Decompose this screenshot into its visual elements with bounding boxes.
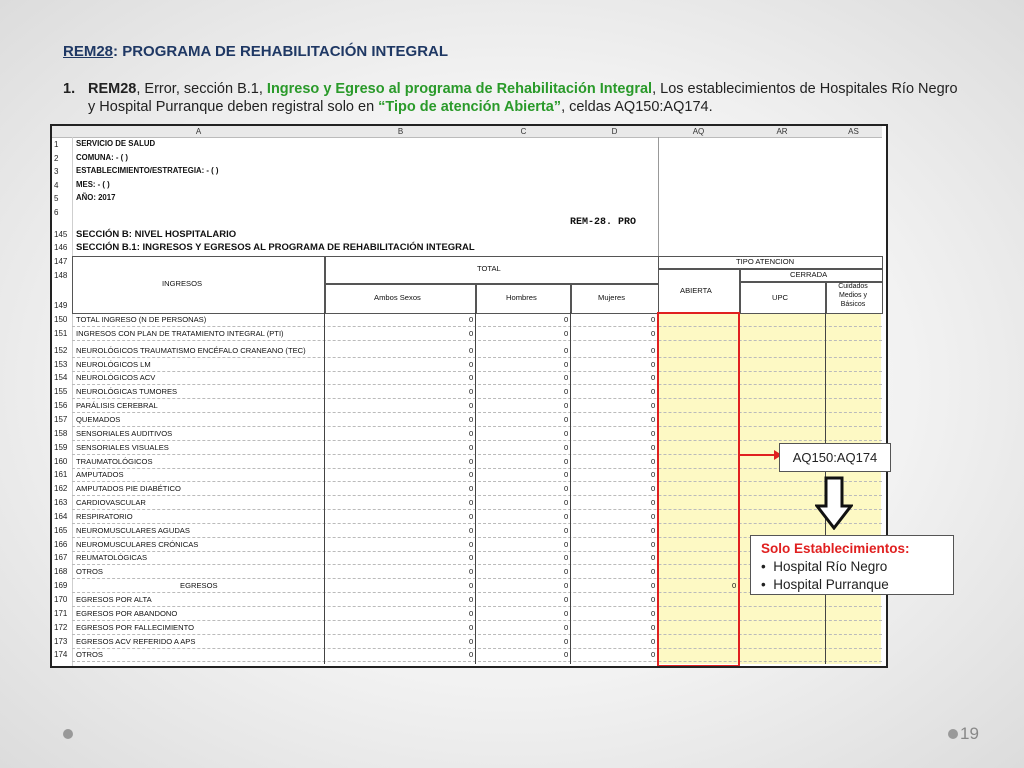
row-number: 160: [54, 456, 68, 466]
total-ambos-value: 0: [469, 401, 474, 411]
total-mujeres-value: 0: [651, 387, 656, 397]
row-label: NEUROLÓGICOS TRAUMATISMO ENCÉFALO CRANEANO (TEC): [76, 345, 306, 355]
item-green-2: “Tipo de atención Abierta”: [378, 99, 562, 115]
row-number: 169: [54, 581, 68, 591]
row-number: 166: [54, 539, 68, 549]
row-label: PARÁLISIS CEREBRAL: [76, 401, 158, 411]
row-number: 171: [54, 608, 68, 618]
total-ambos-value: 0: [469, 345, 474, 355]
corner-header: [52, 126, 72, 138]
establishment-item: • Hospital Purranque: [761, 577, 889, 592]
total-ambos-value: 0: [469, 328, 474, 338]
total-ambos-value: 0: [469, 387, 474, 397]
row-number: 159: [54, 442, 68, 452]
row-divider: [72, 481, 882, 483]
section-b1-title: SECCIÓN B.1: INGRESOS Y EGRESOS AL PROGRAMA DE REHABILITACIÓN INTEGRAL: [76, 242, 475, 253]
row-divider: [72, 426, 882, 428]
total-hombres-value: 0: [564, 373, 569, 383]
row-label: AMPUTADOS PIE DIABÉTICO: [76, 484, 181, 494]
footer-right-dot: [948, 729, 958, 739]
row-number: 156: [54, 401, 68, 411]
total-ambos-value: 0: [469, 622, 474, 632]
total-ambos-value: 0: [469, 595, 474, 604]
arrow-down-icon: [815, 476, 853, 530]
meta-cell: MES: - ( ): [76, 179, 110, 189]
row-divider: [72, 326, 882, 328]
row-divider: [72, 468, 882, 470]
range-callout: AQ150:AQ174: [779, 443, 891, 472]
total-hombres-value: 0: [564, 401, 569, 411]
row-label: OTROS: [76, 567, 104, 577]
row-number: 164: [54, 511, 68, 521]
total-mujeres-value: 0: [651, 373, 656, 383]
total-mujeres-value: 0: [651, 539, 656, 549]
row-number: 155: [54, 387, 68, 397]
title-rest: : PROGRAMA DE REHABILITACIÓN INTEGRAL: [113, 43, 449, 60]
row-number: 168: [54, 567, 68, 577]
title-rem-link: REM28: [63, 43, 114, 60]
total-hombres-value: 0: [564, 581, 569, 591]
row-number: 152: [54, 345, 68, 355]
column-divider: [570, 312, 571, 664]
item-number: 1.: [63, 81, 76, 97]
total-ambos-value: 0: [469, 456, 474, 466]
establishment-purranque: Hospital Purranque: [773, 577, 889, 592]
row-divider: [72, 398, 882, 400]
row-label: EGRESOS POR FALLECIMIENTO: [76, 622, 195, 632]
total-ambos-value: 0: [469, 359, 474, 369]
meta-cell: SERVICIO DE SALUD: [76, 139, 156, 148]
col-header-aq: AQ: [658, 126, 739, 138]
total-hombres-value: 0: [564, 498, 569, 508]
row-divider: [72, 634, 882, 636]
item-text-2: , Los establecimientos de Hospitales Río Negro y Hospital Purranque deben registral solo en: [88, 81, 958, 115]
cerrada-header: CERRADA: [790, 270, 828, 279]
total-mujeres-value: 0: [651, 622, 656, 632]
total-hombres-value: 0: [564, 636, 569, 646]
total-mujeres-value: 0: [651, 650, 656, 660]
footer-left-dot: [63, 729, 73, 739]
row-number: 6: [54, 207, 59, 217]
total-ambos-value: 0: [469, 567, 474, 577]
ambos-sexos-header: Ambos Sexos: [374, 293, 421, 302]
total-hombres-value: 0: [564, 484, 569, 494]
total-ambos-value: 0: [469, 315, 474, 324]
total-header: TOTAL: [477, 264, 501, 273]
row-label: TRAUMATOLÓGICOS: [76, 456, 153, 466]
total-hombres-value: 0: [564, 414, 569, 424]
row-label: NEUROMUSCULARES AGUDAS: [76, 525, 190, 535]
establishments-heading: Solo Establecimientos:: [761, 541, 910, 556]
total-mujeres-value: 0: [651, 442, 656, 452]
total-ambos-value: 0: [469, 636, 474, 646]
total-mujeres-value: 0: [651, 470, 656, 480]
row-number: 165: [54, 525, 68, 535]
row-label: NEUROMUSCULARES CRÓNICAS: [76, 539, 199, 549]
row-divider: [72, 606, 882, 608]
row-num-145: 145: [54, 230, 68, 239]
row-divider: [72, 357, 882, 359]
total-mujeres-value: 0: [651, 456, 656, 466]
row-divider: [72, 412, 882, 414]
row-label: NEUROLÓGICAS TUMORES: [76, 387, 178, 397]
row-num-149: 149: [54, 301, 68, 310]
total-hombres-value: 0: [564, 328, 569, 338]
row-num-147: 147: [54, 257, 68, 266]
row-number: 5: [54, 194, 59, 203]
total-ambos-value: 0: [469, 470, 474, 480]
total-mujeres-value: 0: [651, 636, 656, 646]
meta-cell: AÑO: 2017: [76, 193, 116, 202]
row-number: 4: [54, 180, 59, 190]
row-divider: [72, 440, 882, 442]
total-ambos-value: 0: [469, 414, 474, 424]
row-number: 157: [54, 414, 68, 424]
total-hombres-value: 0: [564, 608, 569, 618]
section-b-title: SECCIÓN B: NIVEL HOSPITALARIO: [76, 229, 237, 240]
total-ambos-value: 0: [469, 608, 474, 618]
total-ambos-value: 0: [469, 553, 474, 563]
aq-value: 0: [732, 581, 737, 591]
total-ambos-value: 0: [469, 511, 474, 521]
row-label: RESPIRATORIO: [76, 511, 133, 521]
total-hombres-value: 0: [564, 456, 569, 466]
total-mujeres-value: 0: [651, 595, 656, 604]
total-mujeres-value: 0: [651, 315, 656, 324]
row-number: 170: [54, 595, 68, 604]
row-label: NEUROLÓGICOS LM: [76, 359, 151, 369]
item-text-1: , Error, sección B.1,: [136, 81, 267, 97]
establishment-rio-negro: Hospital Río Negro: [773, 559, 888, 574]
rem-title: REM-28. PRO: [570, 217, 637, 228]
row-label: NEUROLÓGICOS ACV: [76, 373, 156, 383]
total-ambos-value: 0: [469, 539, 474, 549]
total-mujeres-value: 0: [651, 567, 656, 577]
total-mujeres-value: 0: [651, 414, 656, 424]
total-hombres-value: 0: [564, 650, 569, 660]
row-divider: [72, 523, 882, 525]
total-mujeres-value: 0: [651, 608, 656, 618]
row-divider: [72, 495, 882, 497]
total-hombres-value: 0: [564, 622, 569, 632]
total-ambos-value: 0: [469, 650, 474, 660]
total-ambos-value: 0: [469, 581, 474, 591]
total-hombres-value: 0: [564, 315, 569, 324]
ingresos-header: INGRESOS: [162, 279, 203, 288]
arrow-right-icon: [738, 448, 782, 462]
total-ambos-value: 0: [469, 498, 474, 508]
column-divider: [324, 312, 325, 664]
total-mujeres-value: 0: [651, 553, 656, 563]
item-green-1: Ingreso y Egreso al programa de Rehabilitación Integral: [266, 81, 653, 97]
row-divider: [72, 384, 882, 386]
highlight-aq-range: [657, 312, 740, 667]
total-hombres-value: 0: [564, 359, 569, 369]
row-number: 162: [54, 484, 68, 494]
total-hombres-value: 0: [564, 595, 569, 604]
meta-cell: ESTABLECIMIENTO/ESTRATEGIA: - ( ): [76, 166, 219, 175]
row-label: EGRESOS ACV REFERIDO A APS: [76, 636, 196, 646]
row-divider: [72, 371, 882, 373]
col-header-d: D: [571, 126, 658, 138]
row-number: 174: [54, 650, 68, 660]
column-divider: [475, 312, 476, 664]
total-ambos-value: 0: [469, 525, 474, 535]
row-label: REUMATOLÓGICAS: [76, 553, 148, 563]
page-number: 19: [960, 724, 979, 743]
total-hombres-value: 0: [564, 553, 569, 563]
row-divider: [72, 661, 882, 663]
col-header-c: C: [476, 126, 571, 138]
col-header-ar: AR: [739, 126, 825, 138]
total-ambos-value: 0: [469, 428, 474, 438]
total-mujeres-value: 0: [651, 328, 656, 338]
total-hombres-value: 0: [564, 345, 569, 355]
row-number: 1: [54, 140, 59, 149]
abierta-header: ABIERTA: [680, 286, 712, 295]
total-hombres-value: 0: [564, 470, 569, 480]
row-label: INGRESOS CON PLAN DE TRATAMIENTO INTEGRAL (PTI): [76, 328, 284, 338]
row-number: 3: [54, 167, 59, 176]
row-label: EGRESOS POR ALTA: [76, 595, 152, 604]
row-number: 163: [54, 498, 68, 508]
col-header-b: B: [325, 126, 476, 138]
mujeres-header: Mujeres: [598, 293, 626, 302]
total-hombres-value: 0: [564, 567, 569, 577]
item-text: [88, 80, 963, 116]
establishments-callout: [750, 535, 954, 595]
row-divider: [72, 340, 882, 342]
total-hombres-value: 0: [564, 387, 569, 397]
cuidados-header: Cuidados Medios y Básicos: [838, 283, 868, 308]
row-number: 172: [54, 622, 68, 632]
row-divider: [72, 509, 882, 511]
total-mujeres-value: 0: [651, 525, 656, 535]
row-label: EGRESOS POR ABANDONO: [76, 608, 178, 618]
row-number: 167: [54, 553, 68, 563]
total-hombres-value: 0: [564, 442, 569, 452]
col-header-a: A: [72, 126, 325, 138]
meta-cell: COMUNA: - ( ): [76, 152, 128, 162]
row-number: 153: [54, 359, 68, 369]
total-mujeres-value: 0: [651, 511, 656, 521]
row-number: 151: [54, 328, 68, 338]
row-number: 154: [54, 373, 68, 383]
row-number: 150: [54, 315, 68, 324]
row-label: TOTAL INGRESO (N DE PERSONAS): [76, 315, 207, 324]
row-label: CARDIOVASCULAR: [76, 498, 146, 508]
total-hombres-value: 0: [564, 428, 569, 438]
row-divider: [72, 620, 882, 622]
total-mujeres-value: 0: [651, 484, 656, 494]
total-mujeres-value: 0: [651, 345, 656, 355]
total-hombres-value: 0: [564, 525, 569, 535]
total-mujeres-value: 0: [651, 581, 656, 591]
total-mujeres-value: 0: [651, 401, 656, 411]
total-ambos-value: 0: [469, 484, 474, 494]
row-label: EGRESOS: [180, 581, 218, 591]
total-mujeres-value: 0: [651, 428, 656, 438]
instruction-item: [63, 80, 963, 116]
row-label: SENSORIALES AUDITIVOS: [76, 428, 173, 438]
row-label: SENSORIALES VISUALES: [76, 442, 169, 452]
item-bold-rem: REM28: [88, 81, 137, 97]
total-mujeres-value: 0: [651, 359, 656, 369]
total-ambos-value: 0: [469, 373, 474, 383]
item-text-3: , celdas AQ150:AQ174.: [561, 99, 713, 115]
tipo-atencion-header: TIPO ATENCION: [736, 257, 795, 266]
establishment-item: • Hospital Río Negro: [761, 559, 888, 574]
row-number: 161: [54, 470, 68, 480]
total-hombres-value: 0: [564, 539, 569, 549]
row-number: 2: [54, 153, 59, 163]
slide-title: [63, 43, 448, 60]
hombres-header: Hombres: [506, 293, 537, 302]
total-mujeres-value: 0: [651, 498, 656, 508]
row-label: AMPUTADOS: [76, 470, 124, 480]
total-ambos-value: 0: [469, 442, 474, 452]
row-label: OTROS: [76, 650, 104, 660]
total-hombres-value: 0: [564, 511, 569, 521]
row-num-146: 146: [54, 243, 68, 252]
row-label: QUEMADOS: [76, 414, 121, 424]
col-header-as: AS: [825, 126, 882, 138]
row-number: 158: [54, 428, 68, 438]
row-divider: [72, 648, 882, 650]
row-num-148: 148: [54, 271, 68, 280]
row-number: 173: [54, 636, 68, 646]
upc-header: UPC: [772, 293, 789, 302]
